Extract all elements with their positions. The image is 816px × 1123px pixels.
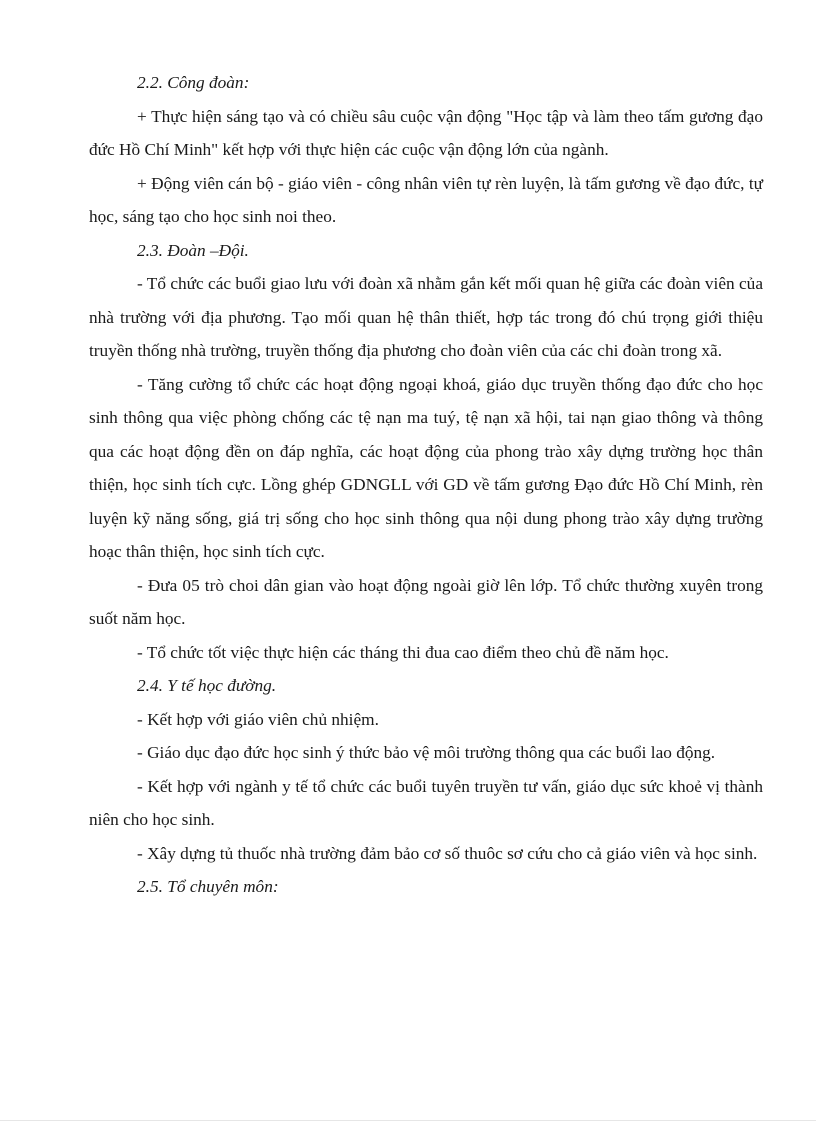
paragraph: - Tăng cường tổ chức các hoạt động ngoại khoá, giáo dục truyền thống đạo đức cho học sinh thông qua việc phòng chống các tệ nạn ma tuý, tệ nạn xã hội, tai nạn giao thông và thông qua các hoạt động đền on đáp nghĩa, các hoạt động của phong trào xây dựng trường học thân thiện, học sinh tích cực. Lồng ghép GDNGLL với GD về tấm gương Đạo đức Hồ Chí Minh, rèn luyện kỹ năng sống, giá trị sống cho học sinh thông qua nội dung phong trào xây dựng trường hoạc thân thiện, học sinh tích cực. <box>89 374 763 561</box>
section-heading-y-te-hoc-duong: 2.4. Y tế học đường. <box>137 676 277 695</box>
paragraph: - Xây dựng tủ thuốc nhà trường đảm bảo cơ số thuôc sơ cứu cho cả giáo viên và học sinh. <box>137 843 758 863</box>
paragraph: - Tổ chức các buổi giao lưu với đoàn xã nhằm gắn kết mối quan hệ giữa các đoàn viên của nhà trường với địa phương. Tạo mối quan hệ thân thiết, hợp tác trong đó chú trọng giới thiệu truyền thống nhà trường, truyền thống địa phương cho đoàn viên của các chi đoàn trong xã. <box>89 274 763 360</box>
paragraph: + Động viên cán bộ - giáo viên - công nhân viên tự rèn luyện, là tấm gương về đạo đức, tự học, sáng tạo cho học sinh noi theo. <box>89 173 763 226</box>
paragraph: - Kết hợp với ngành y tế tổ chức các buổi tuyên truyền tư vấn, giáo dục sức khoẻ vị thành niên cho học sinh. <box>89 776 763 829</box>
paragraph: - Kết hợp với giáo viên chủ nhiệm. <box>137 709 379 729</box>
document-body <box>89 66 763 904</box>
section-heading-to-chuyen-mon: 2.5. Tổ chuyên môn: <box>137 877 279 896</box>
paragraph: - Giáo dục đạo đức học sinh ý thức bảo vệ môi trường thông qua các buổi lao động. <box>137 743 716 762</box>
section-heading-doan-doi: 2.3. Đoàn –Đội. <box>137 240 249 260</box>
paragraph: - Đưa 05 trò choi dân gian vào hoạt động ngoài giờ lên lớp. Tổ chức thường xuyên trong suốt năm học. <box>89 575 763 628</box>
paragraph: + Thực hiện sáng tạo và có chiều sâu cuộc vận động "Học tập và làm theo tấm gương đạo đức Hồ Chí Minh" kết hợp với thực hiện các cuộc vận động lớn của ngành. <box>89 106 763 159</box>
page-bottom-edge <box>0 1120 816 1121</box>
paragraph: - Tổ chức tốt việc thực hiện các tháng thi đua cao điểm theo chủ đề năm học. <box>137 642 669 662</box>
section-heading-cong-doan: 2.2. Công đoàn: <box>137 73 250 92</box>
